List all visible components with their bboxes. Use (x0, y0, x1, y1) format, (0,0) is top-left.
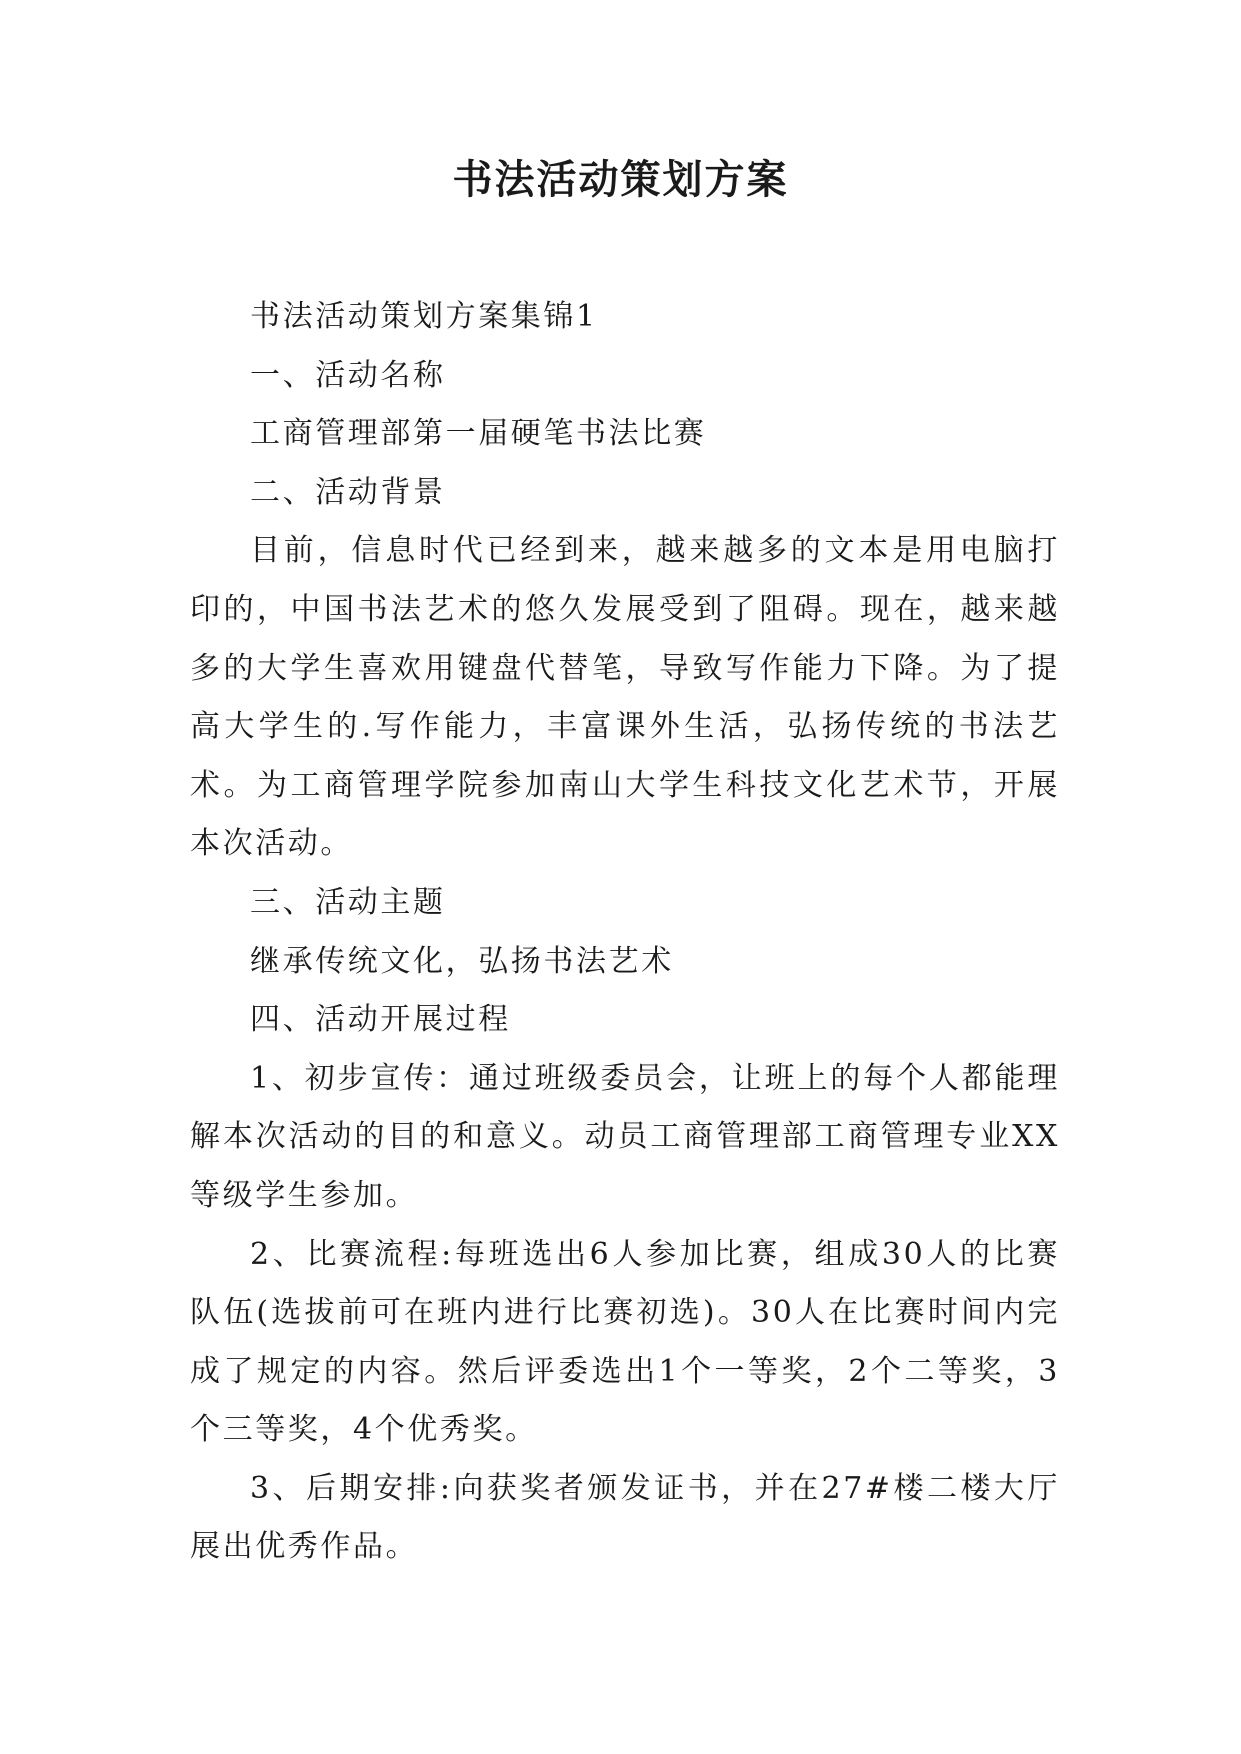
document-body (190, 288, 1060, 1577)
process-step-competition: 2、比赛流程:每班选出6人参加比赛，组成30人的比赛队伍(选拔前可在班内进行比赛初选)。30人在比赛时间内完成了规定的内容。然后评委选出1个一等奖，2个二等奖，3个三等奖，4个优秀奖。 (190, 1236, 1060, 1448)
background-paragraph: 目前，信息时代已经到来，越来越多的文本是用电脑打印的，中国书法艺术的悠久发展受到了阻碍。现在，越来越多的大学生喜欢用键盘代替笔，导致写作能力下降。为了提高大学生的.写作能力，丰富课外生活，弘扬传统的书法艺术。为工商管理学院参加南山大学生科技文化艺术节，开展本次活动。 (190, 533, 1060, 862)
section-heading-background: 二、活动背景 (250, 474, 446, 510)
activity-theme: 继承传统文化，弘扬书法艺术 (250, 943, 674, 979)
activity-name: 工商管理部第一届硬笔书法比赛 (250, 416, 707, 452)
section-heading-theme: 三、活动主题 (250, 884, 446, 920)
section-heading-name: 一、活动名称 (250, 357, 446, 393)
process-step-follow-up: 3、后期安排:向获奖者颁发证书，并在27#楼二楼大厅展出优秀作品。 (190, 1470, 1060, 1565)
collection-heading: 书法活动策划方案集锦1 (250, 299, 598, 334)
document-title: 书法活动策划方案 (452, 156, 789, 203)
process-step-publicity: 1、初步宣传：通过班级委员会，让班上的每个人都能理解本次活动的目的和意义。动员工商管理部工商管理专业XX等级学生参加。 (190, 1060, 1060, 1213)
section-heading-process: 四、活动开展过程 (250, 1002, 511, 1038)
